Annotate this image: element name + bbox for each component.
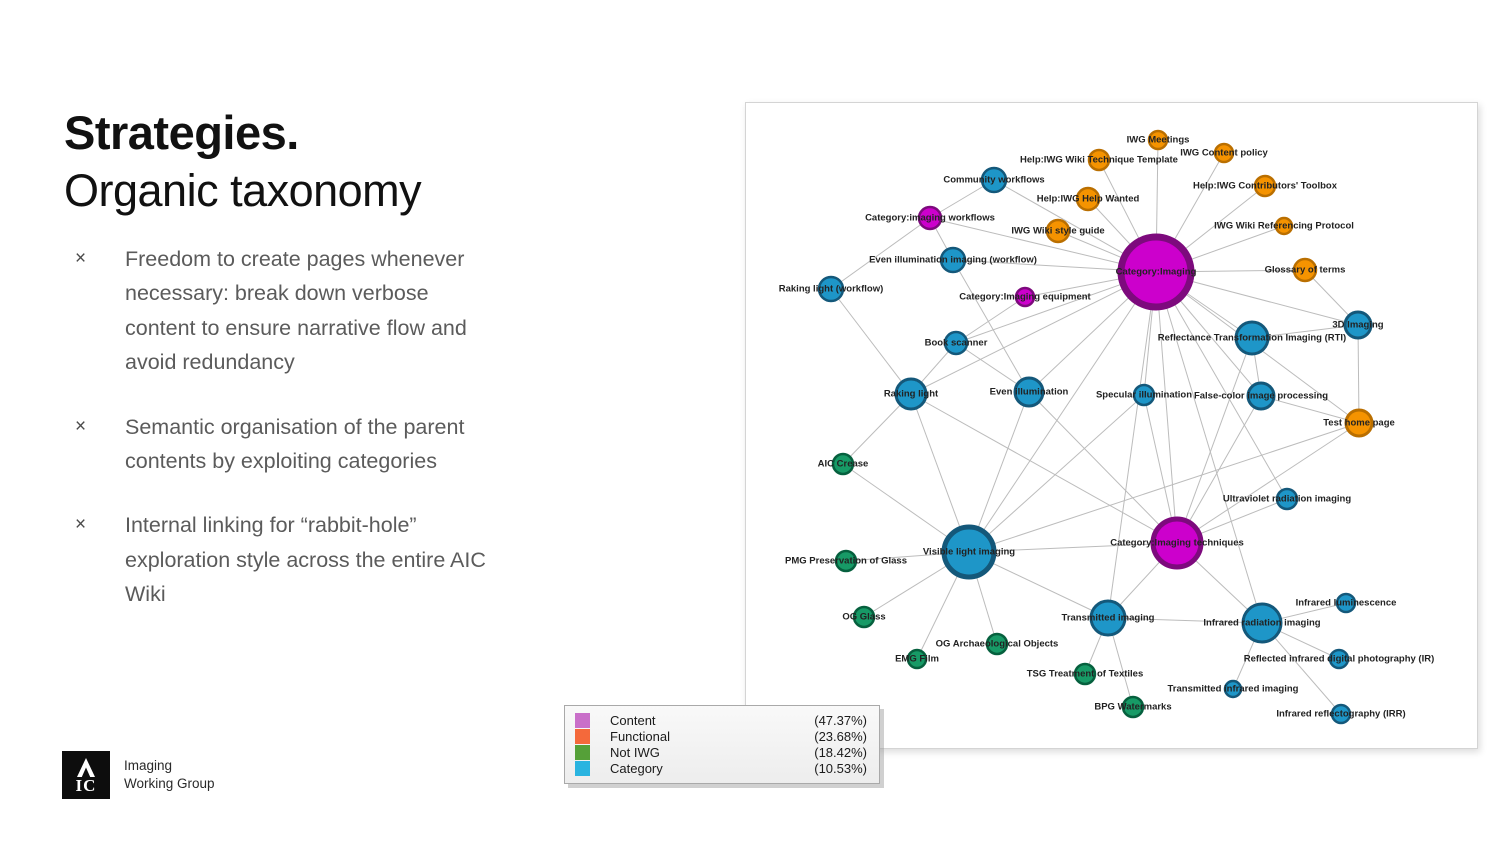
graph-edge: [1358, 325, 1359, 423]
graph-node-label: IWG Wiki style guide: [1011, 225, 1105, 237]
graph-node-label: Help:IWG Contributors' Toolbox: [1192, 180, 1338, 192]
graph-node-label: Reflectance Transformation Imaging (RTI): [1157, 332, 1347, 344]
graph-node-label: OG Glass: [842, 611, 886, 623]
graph-node-label: EMG Film: [895, 653, 939, 665]
graph-node-label: Community workflows: [943, 174, 1045, 186]
legend-row: [575, 745, 867, 761]
bullet-item: [64, 508, 504, 611]
legend-swatch: [575, 761, 590, 776]
legend-value: (23.68%): [814, 728, 867, 744]
graph-node-label: IWG Meetings: [1126, 134, 1190, 146]
legend-label: Not IWG: [610, 745, 660, 761]
org-name-line1: Imaging: [124, 758, 173, 774]
graph-node-label: Infrared radiation imaging: [1203, 617, 1321, 629]
graph-edge: [911, 394, 1177, 543]
graph-node-label: Visible light imaging: [922, 546, 1016, 558]
bullet-item: [64, 242, 504, 380]
graph-node-label: Even illumination imaging (workflow): [869, 254, 1037, 266]
legend-swatch: [575, 713, 590, 728]
graph-edge: [956, 297, 1025, 343]
graph-node-label: 3D Imaging: [1332, 319, 1384, 331]
graph-edge: [953, 260, 1029, 392]
bullet-item: [64, 410, 504, 479]
graph-legend: [564, 705, 880, 784]
graph-edge: [1156, 272, 1177, 543]
bullet-text: Semantic organisation of the parent contents by exploiting categories: [125, 414, 465, 473]
graph-node-label: Infrared luminescence: [1295, 597, 1397, 609]
legend-value: (18.42%): [814, 745, 867, 761]
aic-logo-ic-text: IC: [75, 776, 97, 795]
graph-node-label: Test home page: [1323, 417, 1395, 429]
graph-node-label: IWG Content policy: [1180, 147, 1268, 159]
graph-edge: [969, 272, 1156, 552]
graph-node-label: Transmitted imaging: [1061, 612, 1155, 624]
graph-node-label: Glossary of terms: [1264, 264, 1346, 276]
graph-node-label: Category:Imaging: [1115, 266, 1197, 278]
graph-edge: [1108, 272, 1156, 618]
network-graph: [746, 103, 1477, 748]
network-graph-panel: [745, 102, 1478, 749]
org-name: [124, 757, 215, 793]
graph-edge: [969, 395, 1144, 552]
bullet-text: Freedom to create pages whenever necessary: break down verbose content to ensure narrative flow and avoid redundancy: [125, 247, 467, 375]
graph-node-label: BPG Watermarks: [1094, 701, 1172, 713]
graph-edge: [1029, 392, 1177, 543]
graph-node-label: Raking light: [883, 388, 939, 400]
graph-node-label: AIC Crease: [817, 458, 869, 470]
title-line-bold: Strategies.: [64, 106, 299, 159]
graph-edge: [911, 272, 1156, 394]
legend-value: (10.53%): [814, 761, 867, 777]
graph-node-label: Reflected infrared digital photography (IR): [1243, 653, 1435, 665]
legend-row: [575, 761, 867, 777]
graph-node-label: Book scanner: [924, 337, 988, 349]
footer: [62, 751, 215, 799]
legend-swatch: [575, 729, 590, 744]
legend-value: (47.37%): [814, 712, 867, 728]
bullet-marker: ×: [75, 248, 87, 269]
page-title: [64, 106, 421, 218]
graph-node-label: TSG Treatment of Textiles: [1026, 668, 1144, 680]
graph-node-label: OG Archaeological Objects: [935, 638, 1059, 650]
bullet-text: Internal linking for “rabbit-hole” exploration style across the entire AIC Wiki: [125, 513, 486, 607]
aic-logo: [62, 751, 110, 799]
graph-node-label: Transmitted infrared imaging: [1167, 683, 1299, 695]
graph-node-label: Ultraviolet radiation imaging: [1222, 493, 1352, 505]
graph-edge: [1177, 423, 1359, 543]
graph-node-label: Category:Imaging equipment: [959, 291, 1091, 303]
graph-edge: [1177, 338, 1252, 543]
graph-node-label: Category:imaging workflows: [865, 212, 995, 224]
legend-label: Content: [610, 712, 656, 728]
legend-row: [575, 728, 867, 744]
graph-edge: [831, 289, 911, 394]
graph-node-label: Category:Imaging techniques: [1110, 537, 1244, 549]
graph-node-label: PMG Preservation of Glass: [785, 555, 907, 567]
bullet-marker: ×: [75, 415, 87, 437]
title-line-regular: Organic taxonomy: [64, 165, 422, 217]
bullet-list: [64, 242, 504, 612]
graph-node-label: Infrared reflectography (IRR): [1276, 708, 1406, 720]
legend-swatch: [575, 745, 590, 760]
graph-node-label: False-color image processing: [1193, 390, 1329, 402]
bullet-marker: ×: [75, 514, 87, 536]
graph-node-label: Raking light (workflow): [778, 283, 884, 295]
graph-node-label: Even illumination: [989, 386, 1069, 398]
legend-label: Functional: [610, 728, 670, 744]
graph-node-label: Help:IWG Wiki Technique Template: [1020, 154, 1178, 166]
graph-node-label: Specular illumination: [1095, 389, 1193, 401]
legend-row: [575, 712, 867, 728]
graph-node-label: IWG Wiki Referencing Protocol: [1214, 220, 1354, 232]
legend-label: Category: [610, 761, 663, 777]
graph-edge: [831, 218, 930, 289]
org-name-line2: Working Group: [124, 776, 215, 791]
graph-node-label: Help:IWG Help Wanted: [1036, 193, 1140, 205]
